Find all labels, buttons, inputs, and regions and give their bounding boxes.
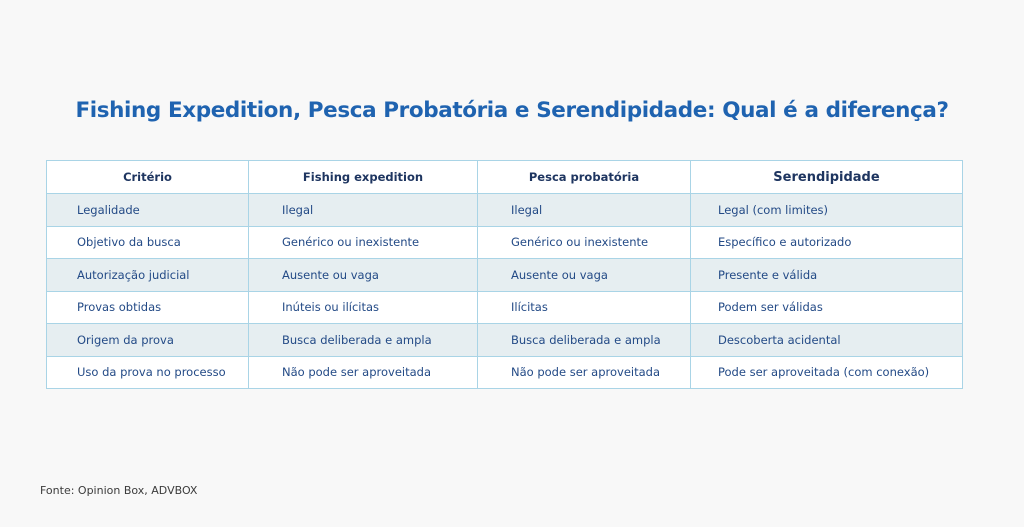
- table-row: [47, 194, 963, 227]
- cell-pesca-probatoria: Busca deliberada e ampla: [478, 324, 691, 357]
- table-row: [47, 291, 963, 324]
- table-header-row: [47, 161, 963, 194]
- cell-pesca-probatoria: Ilícitas: [478, 291, 691, 324]
- header-pesca-probatoria: Pesca probatória: [478, 161, 691, 194]
- cell-criterio: Origem da prova: [47, 324, 249, 357]
- cell-criterio: Uso da prova no processo: [47, 356, 249, 389]
- cell-criterio: Legalidade: [47, 194, 249, 227]
- source-note: Fonte: Opinion Box, ADVBOX: [40, 484, 198, 497]
- table-row: [47, 259, 963, 292]
- header-serendipidade: Serendipidade: [691, 161, 963, 194]
- cell-fishing-expedition: Não pode ser aproveitada: [249, 356, 478, 389]
- cell-fishing-expedition: Ilegal: [249, 194, 478, 227]
- cell-criterio: Provas obtidas: [47, 291, 249, 324]
- cell-serendipidade: Descoberta acidental: [691, 324, 963, 357]
- page-title: Fishing Expedition, Pesca Probatória e Serendipidade: Qual é a diferença?: [75, 98, 949, 124]
- cell-pesca-probatoria: Ausente ou vaga: [478, 259, 691, 292]
- cell-pesca-probatoria: Ilegal: [478, 194, 691, 227]
- table-row: [47, 226, 963, 259]
- comparison-table: [46, 160, 963, 389]
- cell-pesca-probatoria: Genérico ou inexistente: [478, 226, 691, 259]
- cell-criterio: Autorização judicial: [47, 259, 249, 292]
- cell-serendipidade: Pode ser aproveitada (com conexão): [691, 356, 963, 389]
- cell-serendipidade: Legal (com limites): [691, 194, 963, 227]
- table-row: [47, 324, 963, 357]
- table-row: [47, 356, 963, 389]
- cell-serendipidade: Podem ser válidas: [691, 291, 963, 324]
- cell-pesca-probatoria: Não pode ser aproveitada: [478, 356, 691, 389]
- cell-criterio: Objetivo da busca: [47, 226, 249, 259]
- cell-fishing-expedition: Inúteis ou ilícitas: [249, 291, 478, 324]
- cell-fishing-expedition: Genérico ou inexistente: [249, 226, 478, 259]
- cell-fishing-expedition: Ausente ou vaga: [249, 259, 478, 292]
- cell-serendipidade: Presente e válida: [691, 259, 963, 292]
- cell-fishing-expedition: Busca deliberada e ampla: [249, 324, 478, 357]
- header-fishing-expedition: Fishing expedition: [249, 161, 478, 194]
- cell-serendipidade: Específico e autorizado: [691, 226, 963, 259]
- header-criterio: Critério: [47, 161, 249, 194]
